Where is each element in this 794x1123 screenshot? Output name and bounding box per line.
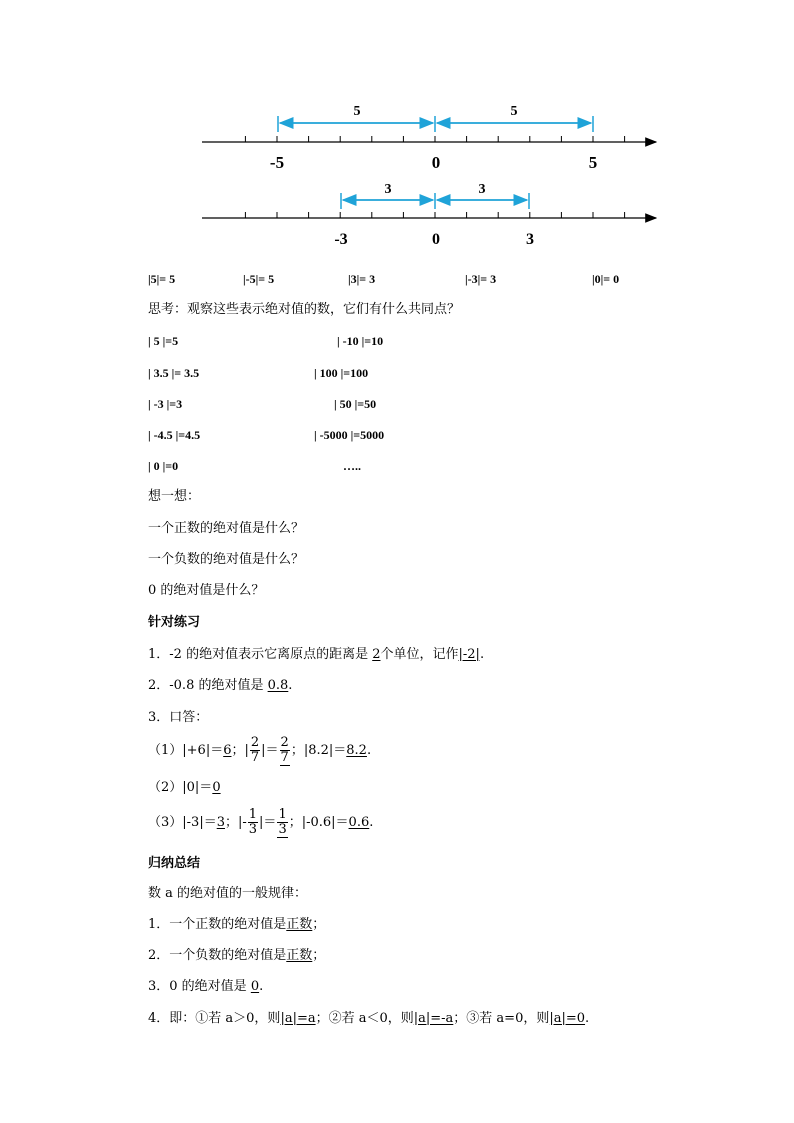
text: . xyxy=(585,1011,590,1026)
text: . xyxy=(479,647,485,662)
number-line-bottom xyxy=(202,182,656,248)
text: ； xyxy=(312,948,326,963)
text: ；②若 a＜0，则 xyxy=(315,1011,414,1026)
question-3: 0 的绝对值是什么？ xyxy=(148,583,265,598)
answer: 6 xyxy=(223,743,232,758)
answer: |a|=-a xyxy=(413,1011,454,1026)
example-left: | 3.5 |= 3.5 xyxy=(148,366,200,380)
practice-title: 针对练习 xyxy=(148,615,201,630)
fraction xyxy=(248,808,258,837)
answer: 8.2 xyxy=(346,743,367,758)
answer: 0.8 xyxy=(267,678,289,693)
rule-4 xyxy=(148,1011,589,1027)
tick-label-zero: 0 xyxy=(432,231,440,248)
answer: 3 xyxy=(216,815,225,830)
practice-item-1 xyxy=(148,647,484,663)
practice-3-1 xyxy=(148,734,371,768)
answer: 正数 xyxy=(286,917,313,932)
text: 3．0 的绝对值是 xyxy=(148,979,251,994)
numerator: 1 xyxy=(248,807,258,822)
number-line-top xyxy=(202,104,656,172)
ticks-bottom xyxy=(245,212,624,218)
example-right: | 50 |=50 xyxy=(334,397,377,411)
text: ；|- xyxy=(224,815,247,830)
example-left: | -4.5 |=4.5 xyxy=(148,428,201,442)
fraction-answer xyxy=(277,808,287,838)
tick-label-zero: 0 xyxy=(431,153,441,172)
think-prompt: 思考：观察这些表示绝对值的数，它们有什么共同点？ xyxy=(148,302,461,317)
question-2: 一个负数的绝对值是什么？ xyxy=(148,552,305,567)
text: ； xyxy=(312,917,326,932)
abs-item: |0|= 0 xyxy=(592,272,620,286)
distance-label-left: 3 xyxy=(384,182,392,197)
abs-item: |3|= 3 xyxy=(348,272,376,286)
example-right: | 100 |=100 xyxy=(314,366,369,380)
distance-label-right: 5 xyxy=(510,104,518,119)
think-more-title: 想一想： xyxy=(148,489,201,504)
denominator: 3 xyxy=(248,822,258,837)
answer: 0.6 xyxy=(348,815,370,830)
tick-label-pos: 5 xyxy=(588,153,598,172)
number-line-diagram xyxy=(0,0,794,260)
rule-3 xyxy=(148,979,263,995)
rule-1 xyxy=(148,917,325,933)
text: ；| xyxy=(231,743,249,758)
text: |＝ xyxy=(261,743,279,758)
text: 4．即：①若 a＞0，则 xyxy=(148,1011,281,1026)
distance-label-left: 5 xyxy=(353,104,361,119)
answer: 2 xyxy=(372,647,381,662)
answer: |a|=a xyxy=(280,1011,316,1026)
abs-item: |-5|= 5 xyxy=(243,272,275,286)
practice-3-2 xyxy=(148,780,221,796)
numerator: 2 xyxy=(280,734,289,750)
numerator: 2 xyxy=(250,735,260,750)
tick-label-pos: 3 xyxy=(526,231,534,248)
abs-item: |5|= 5 xyxy=(148,272,176,286)
example-left: | -3 |=3 xyxy=(148,397,183,411)
text: 2．一个负数的绝对值是 xyxy=(148,948,287,963)
denominator: 7 xyxy=(250,750,260,765)
answer: 0 xyxy=(212,780,221,795)
example-right: | -5000 |=5000 xyxy=(314,428,385,442)
numerator: 1 xyxy=(278,806,287,822)
text: 1．一个正数的绝对值是 xyxy=(148,917,287,932)
text: 1．-2 的绝对值表示它离原点的距离是 xyxy=(148,647,373,662)
text: . xyxy=(259,979,264,994)
text: . xyxy=(369,815,374,830)
summary-title: 归纳总结 xyxy=(148,856,201,871)
text: |＝ xyxy=(259,815,277,830)
practice-item-3-title: 3．口答： xyxy=(148,710,209,725)
tick-label-neg: -5 xyxy=(269,153,285,172)
example-right: | -10 |=10 xyxy=(337,334,384,348)
text: ；③若 a=0，则 xyxy=(453,1011,550,1026)
text: （2）|0|＝ xyxy=(148,780,213,795)
text: . xyxy=(366,743,372,758)
practice-item-2 xyxy=(148,678,292,694)
example-left: | 0 |=0 xyxy=(148,459,179,473)
answer: |a|=0 xyxy=(549,1011,586,1026)
distance-label-right: 3 xyxy=(478,182,486,197)
text: . xyxy=(288,678,293,693)
fraction xyxy=(250,736,260,765)
abs-value-row xyxy=(0,272,794,288)
text: （1）|+6|＝ xyxy=(148,743,224,758)
tick-label-neg: -3 xyxy=(334,231,348,248)
text: ；|8.2|＝ xyxy=(290,743,347,758)
ticks-top xyxy=(245,136,624,142)
question-1: 一个正数的绝对值是什么？ xyxy=(148,521,305,536)
example-right: ….. xyxy=(343,459,361,473)
text: （3）|-3|＝ xyxy=(148,815,217,830)
denominator: 3 xyxy=(278,821,287,837)
text: 2．-0.8 的绝对值是 xyxy=(148,678,268,693)
example-left: | 5 |=5 xyxy=(148,334,179,348)
denominator: 7 xyxy=(280,749,289,765)
answer: |-2| xyxy=(458,647,480,662)
practice-3-3 xyxy=(148,806,373,840)
summary-intro: 数 a 的绝对值的一般规律： xyxy=(148,886,308,901)
answer: 正数 xyxy=(286,948,313,963)
text: ；|-0.6|＝ xyxy=(288,815,349,830)
text: 个单位，记作 xyxy=(380,647,459,662)
abs-item: |-3|= 3 xyxy=(465,272,497,286)
rule-2 xyxy=(148,948,325,964)
fraction-answer xyxy=(280,736,290,766)
answer: 0 xyxy=(250,979,260,994)
